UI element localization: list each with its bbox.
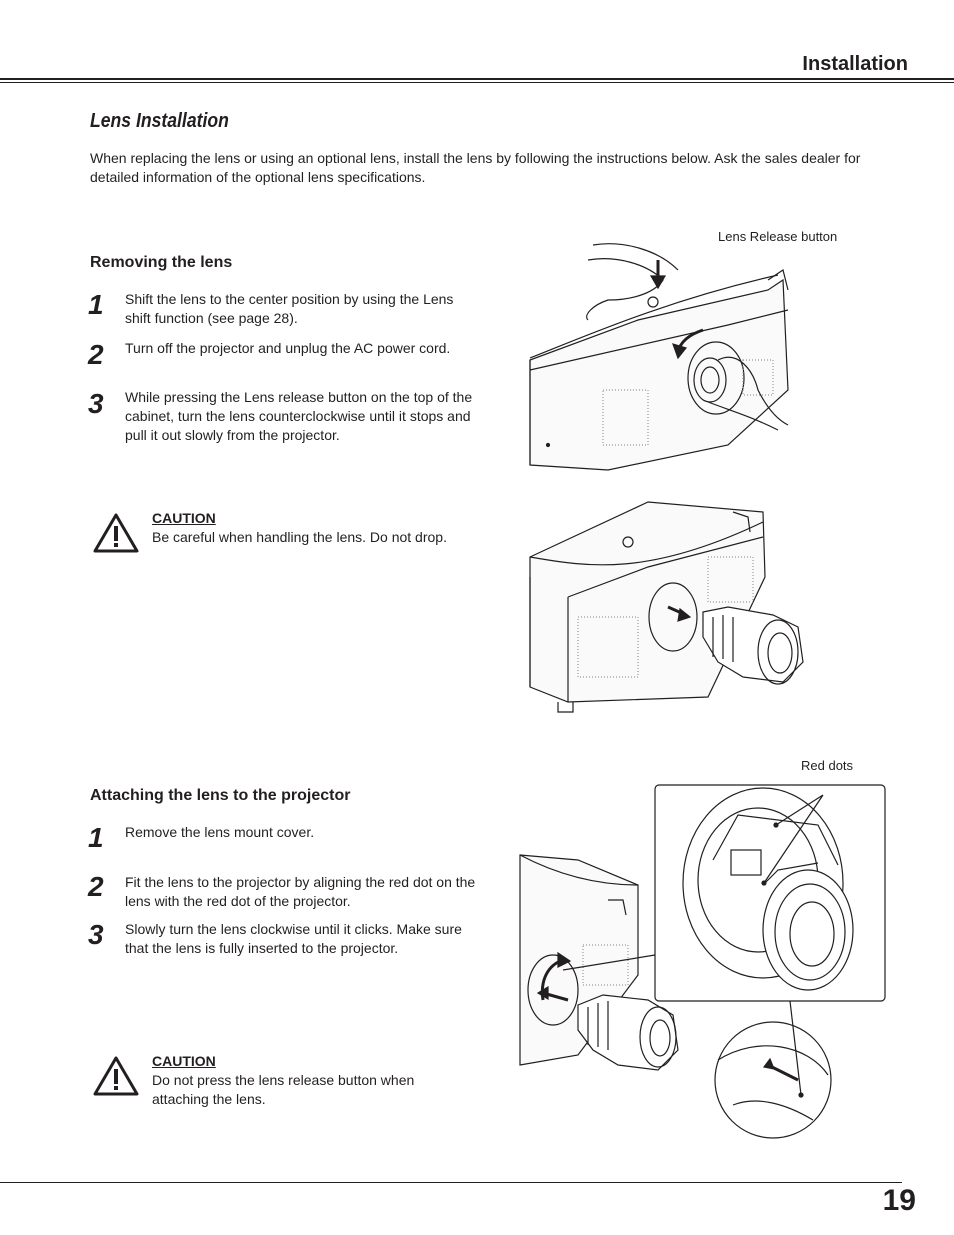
removing-step-2-number: 2 [88, 339, 104, 370]
lens-installation-heading: Lens Installation [90, 110, 229, 132]
projector-attaching-illustration [518, 775, 888, 1145]
page-number: 19 [882, 1184, 916, 1217]
caution-title: CAUTION [152, 510, 216, 526]
removing-step-3-number: 3 [88, 388, 104, 419]
caution-title: CAUTION [152, 1053, 216, 1069]
caution-text: Do not press the lens release button when attaching the lens. [152, 1072, 415, 1107]
removing-step-1-number: 1 [88, 289, 104, 320]
intro-paragraph: When replacing the lens or using an optional lens, install the lens by following the instructions below. Ask the sales dealer for detailed information of the optional lens specifications. [90, 150, 861, 185]
attaching-step-2-text: Fit the lens to the projector by aligning the red dot on the lens with the red dot of the projector. [125, 874, 476, 909]
attaching-step-3-number: 3 [88, 919, 104, 950]
attaching-heading: Attaching the lens to the projector [90, 787, 351, 804]
red-dots-callout: Red dots [801, 758, 854, 773]
removing-step-2-text: Turn off the projector and unplug the AC power cord. [125, 340, 451, 356]
footer-rule [0, 1182, 902, 1183]
projector-removing-illustration [528, 240, 788, 470]
projector-lens-removed-illustration [528, 497, 808, 717]
caution-text: Be careful when handling the lens. Do not drop. [152, 529, 447, 545]
section-title: Installation [802, 53, 908, 75]
attaching-step-1-number: 1 [88, 822, 104, 853]
removing-step-1-text: Shift the lens to the center position by using the Lens shift function (see page 28). [125, 291, 454, 326]
caution-warning-icon [93, 512, 139, 554]
attaching-step-2-number: 2 [88, 871, 104, 902]
removing-step-3-text: While pressing the Lens release button on the top of the cabinet, turn the lens counterclockwise until it stops and pull it out slowly from the projector. [125, 389, 473, 443]
header-rule-thin [0, 82, 954, 83]
attaching-step-3-text: Slowly turn the lens clockwise until it clicks. Make sure that the lens is fully inserted to the projector. [125, 921, 462, 956]
lens-release-button-callout: Lens Release button [718, 229, 838, 244]
removing-heading: Removing the lens [90, 254, 233, 271]
caution-warning-icon [93, 1055, 139, 1097]
attaching-step-1-text: Remove the lens mount cover. [125, 824, 315, 840]
header-rule [0, 78, 954, 80]
